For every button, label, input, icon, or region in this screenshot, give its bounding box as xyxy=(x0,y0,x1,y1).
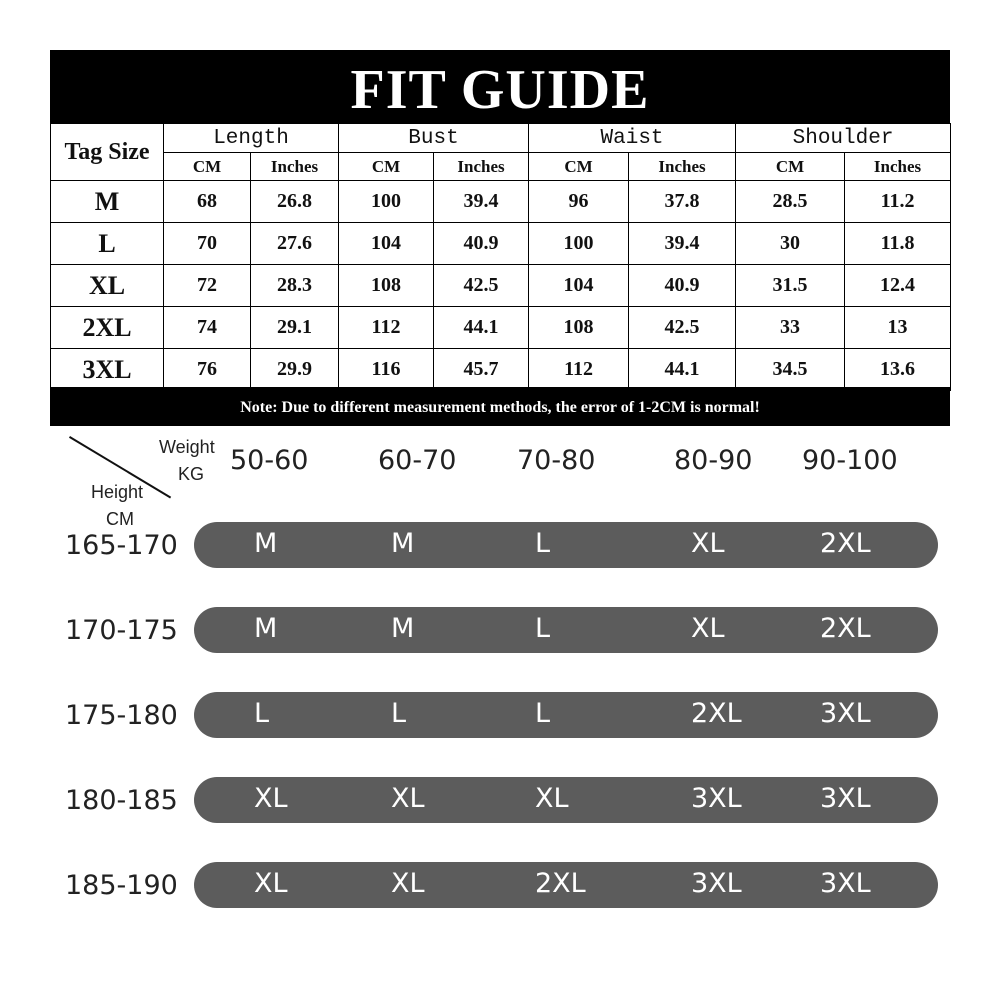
waist-header: Waist xyxy=(529,124,736,153)
unit-cm: CM xyxy=(339,153,434,181)
unit-inches: Inches xyxy=(434,153,529,181)
value-cell: 29.1 xyxy=(251,307,339,349)
size-recommendation-bar xyxy=(194,522,938,568)
value-cell: 68 xyxy=(164,181,251,223)
value-cell: 72 xyxy=(164,265,251,307)
recommended-size: L xyxy=(391,698,407,729)
value-cell: 29.9 xyxy=(251,349,339,391)
value-cell: 104 xyxy=(529,265,629,307)
size-recommendation-bar xyxy=(194,862,938,908)
value-cell: 30 xyxy=(736,223,845,265)
unit-inches: Inches xyxy=(845,153,951,181)
size-cell: 2XL xyxy=(51,307,164,349)
value-cell: 44.1 xyxy=(434,307,529,349)
value-cell: 39.4 xyxy=(629,223,736,265)
value-cell: 70 xyxy=(164,223,251,265)
height-range-label: 180-185 xyxy=(65,785,178,816)
tag-size-header: Tag Size xyxy=(51,124,164,181)
value-cell: 45.7 xyxy=(434,349,529,391)
recommended-size: 2XL xyxy=(691,698,742,729)
value-cell: 13.6 xyxy=(845,349,951,391)
recommended-size: 3XL xyxy=(820,698,871,729)
weight-range-header: 60-70 xyxy=(378,445,457,476)
length-header: Length xyxy=(164,124,339,153)
recommended-size: M xyxy=(391,528,415,559)
value-cell: 11.2 xyxy=(845,181,951,223)
value-cell: 42.5 xyxy=(434,265,529,307)
bust-header: Bust xyxy=(339,124,529,153)
recommended-size: M xyxy=(391,613,415,644)
size-chart-table xyxy=(50,123,951,391)
value-cell: 74 xyxy=(164,307,251,349)
value-cell: 44.1 xyxy=(629,349,736,391)
value-cell: 100 xyxy=(339,181,434,223)
height-range-label: 175-180 xyxy=(65,700,178,731)
table-row xyxy=(51,349,951,391)
fit-guide-title: FIT GUIDE xyxy=(50,50,950,124)
value-cell: 37.8 xyxy=(629,181,736,223)
height-unit-label: CM xyxy=(106,509,134,529)
unit-cm: CM xyxy=(736,153,845,181)
weight-range-header: 70-80 xyxy=(517,445,596,476)
table-row xyxy=(51,265,951,307)
value-cell: 40.9 xyxy=(434,223,529,265)
value-cell: 39.4 xyxy=(434,181,529,223)
size-cell: L xyxy=(51,223,164,265)
value-cell: 76 xyxy=(164,349,251,391)
size-recommendation-bar xyxy=(194,692,938,738)
height-range-label: 165-170 xyxy=(65,530,178,561)
size-recommendation-bar xyxy=(194,607,938,653)
shoulder-header: Shoulder xyxy=(736,124,951,153)
height-range-label: 170-175 xyxy=(65,615,178,646)
recommended-size: XL xyxy=(691,613,725,644)
recommended-size: 2XL xyxy=(820,613,871,644)
value-cell: 11.8 xyxy=(845,223,951,265)
value-cell: 112 xyxy=(529,349,629,391)
value-cell: 108 xyxy=(529,307,629,349)
recommended-size: 3XL xyxy=(691,868,742,899)
table-row xyxy=(51,223,951,265)
table-row xyxy=(51,181,951,223)
value-cell: 112 xyxy=(339,307,434,349)
size-cell: XL xyxy=(51,265,164,307)
value-cell: 42.5 xyxy=(629,307,736,349)
unit-cm: CM xyxy=(164,153,251,181)
value-cell: 100 xyxy=(529,223,629,265)
unit-cm: CM xyxy=(529,153,629,181)
height-range-label: 185-190 xyxy=(65,870,178,901)
recommended-size: 3XL xyxy=(820,868,871,899)
value-cell: 34.5 xyxy=(736,349,845,391)
value-cell: 26.8 xyxy=(251,181,339,223)
recommended-size: M xyxy=(254,613,278,644)
recommended-size: XL xyxy=(391,868,425,899)
weight-label: Weight xyxy=(159,437,215,457)
height-label: Height xyxy=(91,482,144,502)
value-cell: 13 xyxy=(845,307,951,349)
recommended-size: L xyxy=(535,613,551,644)
recommended-size: M xyxy=(254,528,278,559)
value-cell: 116 xyxy=(339,349,434,391)
size-recommendation-bar xyxy=(194,777,938,823)
unit-inches: Inches xyxy=(629,153,736,181)
value-cell: 104 xyxy=(339,223,434,265)
value-cell: 12.4 xyxy=(845,265,951,307)
weight-unit-label: KG xyxy=(178,464,205,484)
table-row xyxy=(51,307,951,349)
value-cell: 33 xyxy=(736,307,845,349)
recommended-size: L xyxy=(254,698,270,729)
measurement-note: Note: Due to different measurement methods, the error of 1-2CM is normal! xyxy=(50,387,950,426)
recommended-size: XL xyxy=(535,783,569,814)
size-cell: M xyxy=(51,181,164,223)
recommended-size: L xyxy=(535,698,551,729)
unit-inches: Inches xyxy=(251,153,339,181)
recommended-size: XL xyxy=(254,783,288,814)
weight-range-header: 50-60 xyxy=(230,445,309,476)
value-cell: 31.5 xyxy=(736,265,845,307)
recommended-size: 3XL xyxy=(691,783,742,814)
recommended-size: XL xyxy=(254,868,288,899)
weight-range-header: 80-90 xyxy=(674,445,753,476)
recommended-size: XL xyxy=(391,783,425,814)
value-cell: 28.5 xyxy=(736,181,845,223)
value-cell: 96 xyxy=(529,181,629,223)
value-cell: 108 xyxy=(339,265,434,307)
recommended-size: 3XL xyxy=(820,783,871,814)
recommended-size: 2XL xyxy=(820,528,871,559)
weight-range-header: 90-100 xyxy=(802,445,898,476)
recommended-size: 2XL xyxy=(535,868,586,899)
recommended-size: XL xyxy=(691,528,725,559)
value-cell: 27.6 xyxy=(251,223,339,265)
size-cell: 3XL xyxy=(51,349,164,391)
recommended-size: L xyxy=(535,528,551,559)
value-cell: 28.3 xyxy=(251,265,339,307)
value-cell: 40.9 xyxy=(629,265,736,307)
